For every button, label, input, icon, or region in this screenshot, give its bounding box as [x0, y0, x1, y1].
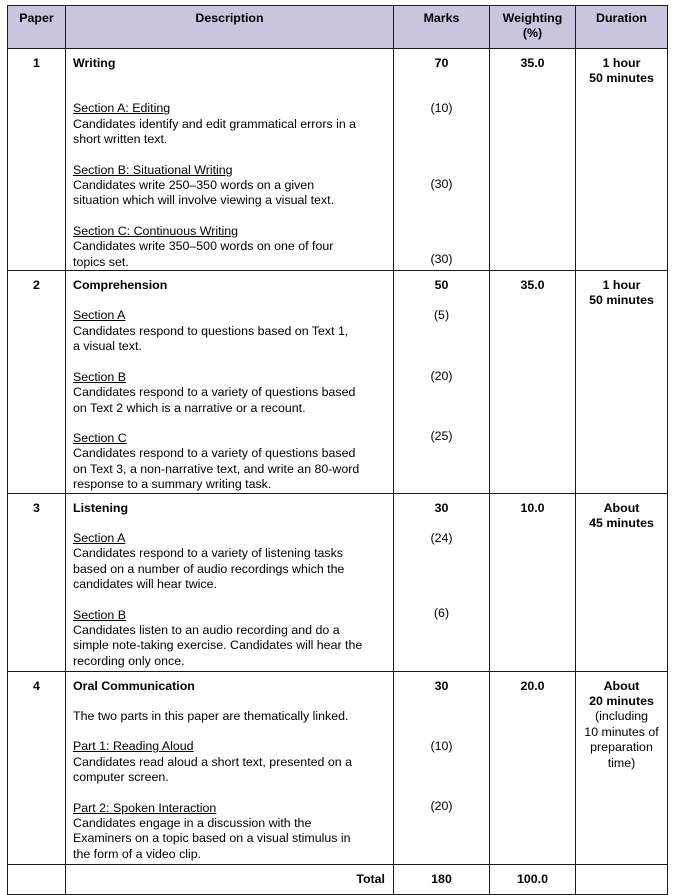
section-text: Candidates listen to an audio recording and do a — [73, 622, 340, 637]
section-text: Candidates respond to a variety of listening tasks — [73, 546, 343, 561]
header-paper: Paper — [8, 6, 66, 49]
paper-row-1 — [8, 49, 668, 271]
duration-line: 1 hour — [602, 56, 641, 70]
section-text: based on a number of audio recordings which the — [73, 561, 345, 576]
paper-title: Oral Communication — [73, 678, 195, 693]
paper-weighting: 20.0 — [490, 671, 576, 864]
paper-title: Listening — [73, 500, 129, 515]
paper-row-4 — [8, 671, 668, 864]
section-text: Candidates identify and edit grammatical errors in a — [73, 116, 357, 131]
section-heading: Section B — [73, 369, 127, 384]
section-heading: Section A: Editing — [73, 101, 171, 116]
marks-total: 70 — [434, 56, 449, 70]
section-heading: Section C: Continuous Writing — [73, 223, 239, 238]
paper-description — [66, 271, 394, 493]
marks-total: 30 — [434, 500, 449, 515]
paper-duration — [576, 493, 668, 671]
paper-weighting: 35.0 — [490, 49, 576, 271]
duration-line: 50 minutes — [589, 293, 654, 308]
section-marks: (30) — [430, 252, 453, 267]
section-marks: (5) — [433, 308, 450, 323]
section-text: Candidates respond to a variety of questions based — [73, 446, 356, 461]
section-heading: Part 2: Spoken Interaction — [73, 800, 217, 815]
header-duration: Duration — [576, 6, 668, 49]
section-text: topics set. — [73, 254, 129, 269]
section-marks: (30) — [430, 176, 453, 191]
total-row — [8, 864, 668, 894]
section-marks: (20) — [430, 799, 453, 814]
total-empty-cell — [8, 864, 66, 894]
paper-duration — [576, 671, 668, 864]
section-text: the form of a video clip. — [73, 846, 202, 861]
section-marks: (10) — [430, 101, 453, 116]
duration-line: About — [603, 678, 640, 693]
header-description: Description — [66, 6, 394, 49]
section-heading: Section B: Situational Writing — [73, 162, 233, 177]
duration-note: time) — [607, 755, 636, 770]
paper-number: 1 — [8, 49, 66, 271]
section-text: Candidates respond to a variety of questions based — [73, 385, 356, 400]
duration-line: 50 minutes — [589, 71, 654, 86]
section-marks: (24) — [430, 530, 453, 545]
section-text: response to a summary writing task. — [73, 477, 272, 492]
duration-line: 45 minutes — [589, 515, 654, 530]
section-heading: Section A — [73, 308, 126, 323]
paper-duration — [576, 271, 668, 493]
section-marks: (10) — [430, 738, 453, 753]
section-text: on Text 3, a non-narrative text, and write an 80-word — [73, 461, 360, 476]
paper-duration — [576, 49, 668, 271]
paper-number: 4 — [8, 671, 66, 864]
total-duration-empty — [576, 864, 668, 894]
total-weighting: 100.0 — [490, 864, 576, 894]
section-heading: Part 1: Reading Aloud — [73, 739, 194, 754]
section-heading: Section B — [73, 607, 127, 622]
section-heading: Section A — [73, 530, 126, 545]
paper-number: 3 — [8, 493, 66, 671]
section-text: Candidates write 350–500 words on one of four — [73, 239, 334, 254]
header-weighting: Weighting (%) — [490, 6, 576, 49]
marks-total: 50 — [434, 278, 449, 293]
duration-line: About — [603, 500, 640, 515]
marks-total: 30 — [434, 678, 449, 693]
section-text: Candidates read aloud a short text, presented on a — [73, 754, 352, 769]
paper-marks — [394, 49, 490, 271]
section-text: short written text. — [73, 132, 168, 147]
syllabus-table — [7, 5, 668, 895]
header-row — [8, 6, 668, 49]
paper-row-2 — [8, 271, 668, 493]
header-marks: Marks — [394, 6, 490, 49]
duration-line: 1 hour — [602, 278, 641, 293]
paper-marks — [394, 671, 490, 864]
section-text: a visual text. — [73, 339, 142, 354]
section-text: situation which will involve viewing a visual text. — [73, 193, 335, 208]
section-text: candidates will hear twice. — [73, 577, 217, 592]
section-text: Examiners on a topic based on a visual stimulus in — [73, 831, 351, 846]
paper-weighting: 35.0 — [490, 271, 576, 493]
section-heading: Section C — [73, 430, 127, 445]
section-text: Candidates write 250–350 words on a given — [73, 178, 315, 193]
paper-description — [66, 493, 394, 671]
paper-number: 2 — [8, 271, 66, 493]
total-label: Total — [66, 864, 394, 894]
duration-line: 20 minutes — [589, 693, 654, 708]
paper-title: Comprehension — [73, 278, 168, 293]
paper-title: Writing — [73, 56, 116, 70]
paper-marks — [394, 271, 490, 493]
section-text: recording only once. — [73, 653, 185, 668]
section-text: simple note-taking exercise. Candidates will hear the — [73, 638, 363, 653]
section-marks: (25) — [430, 429, 453, 444]
duration-note: (including — [594, 709, 649, 724]
section-text: on Text 2 which is a narrative or a recount. — [73, 400, 306, 415]
section-marks: (6) — [433, 606, 450, 621]
total-marks: 180 — [394, 864, 490, 894]
paper-intro: The two parts in this paper are thematically linked. — [73, 708, 349, 723]
paper-weighting: 10.0 — [490, 493, 576, 671]
paper-row-3 — [8, 493, 668, 671]
paper-description — [66, 671, 394, 864]
duration-note: 10 minutes of — [584, 724, 659, 739]
paper-description — [66, 49, 394, 271]
section-text: Candidates respond to questions based on Text 1, — [73, 323, 349, 338]
section-text: Candidates engage in a discussion with the — [73, 815, 312, 830]
paper-marks — [394, 493, 490, 671]
duration-note: preparation — [590, 740, 653, 755]
section-marks: (20) — [430, 368, 453, 383]
section-text: computer screen. — [73, 770, 169, 785]
